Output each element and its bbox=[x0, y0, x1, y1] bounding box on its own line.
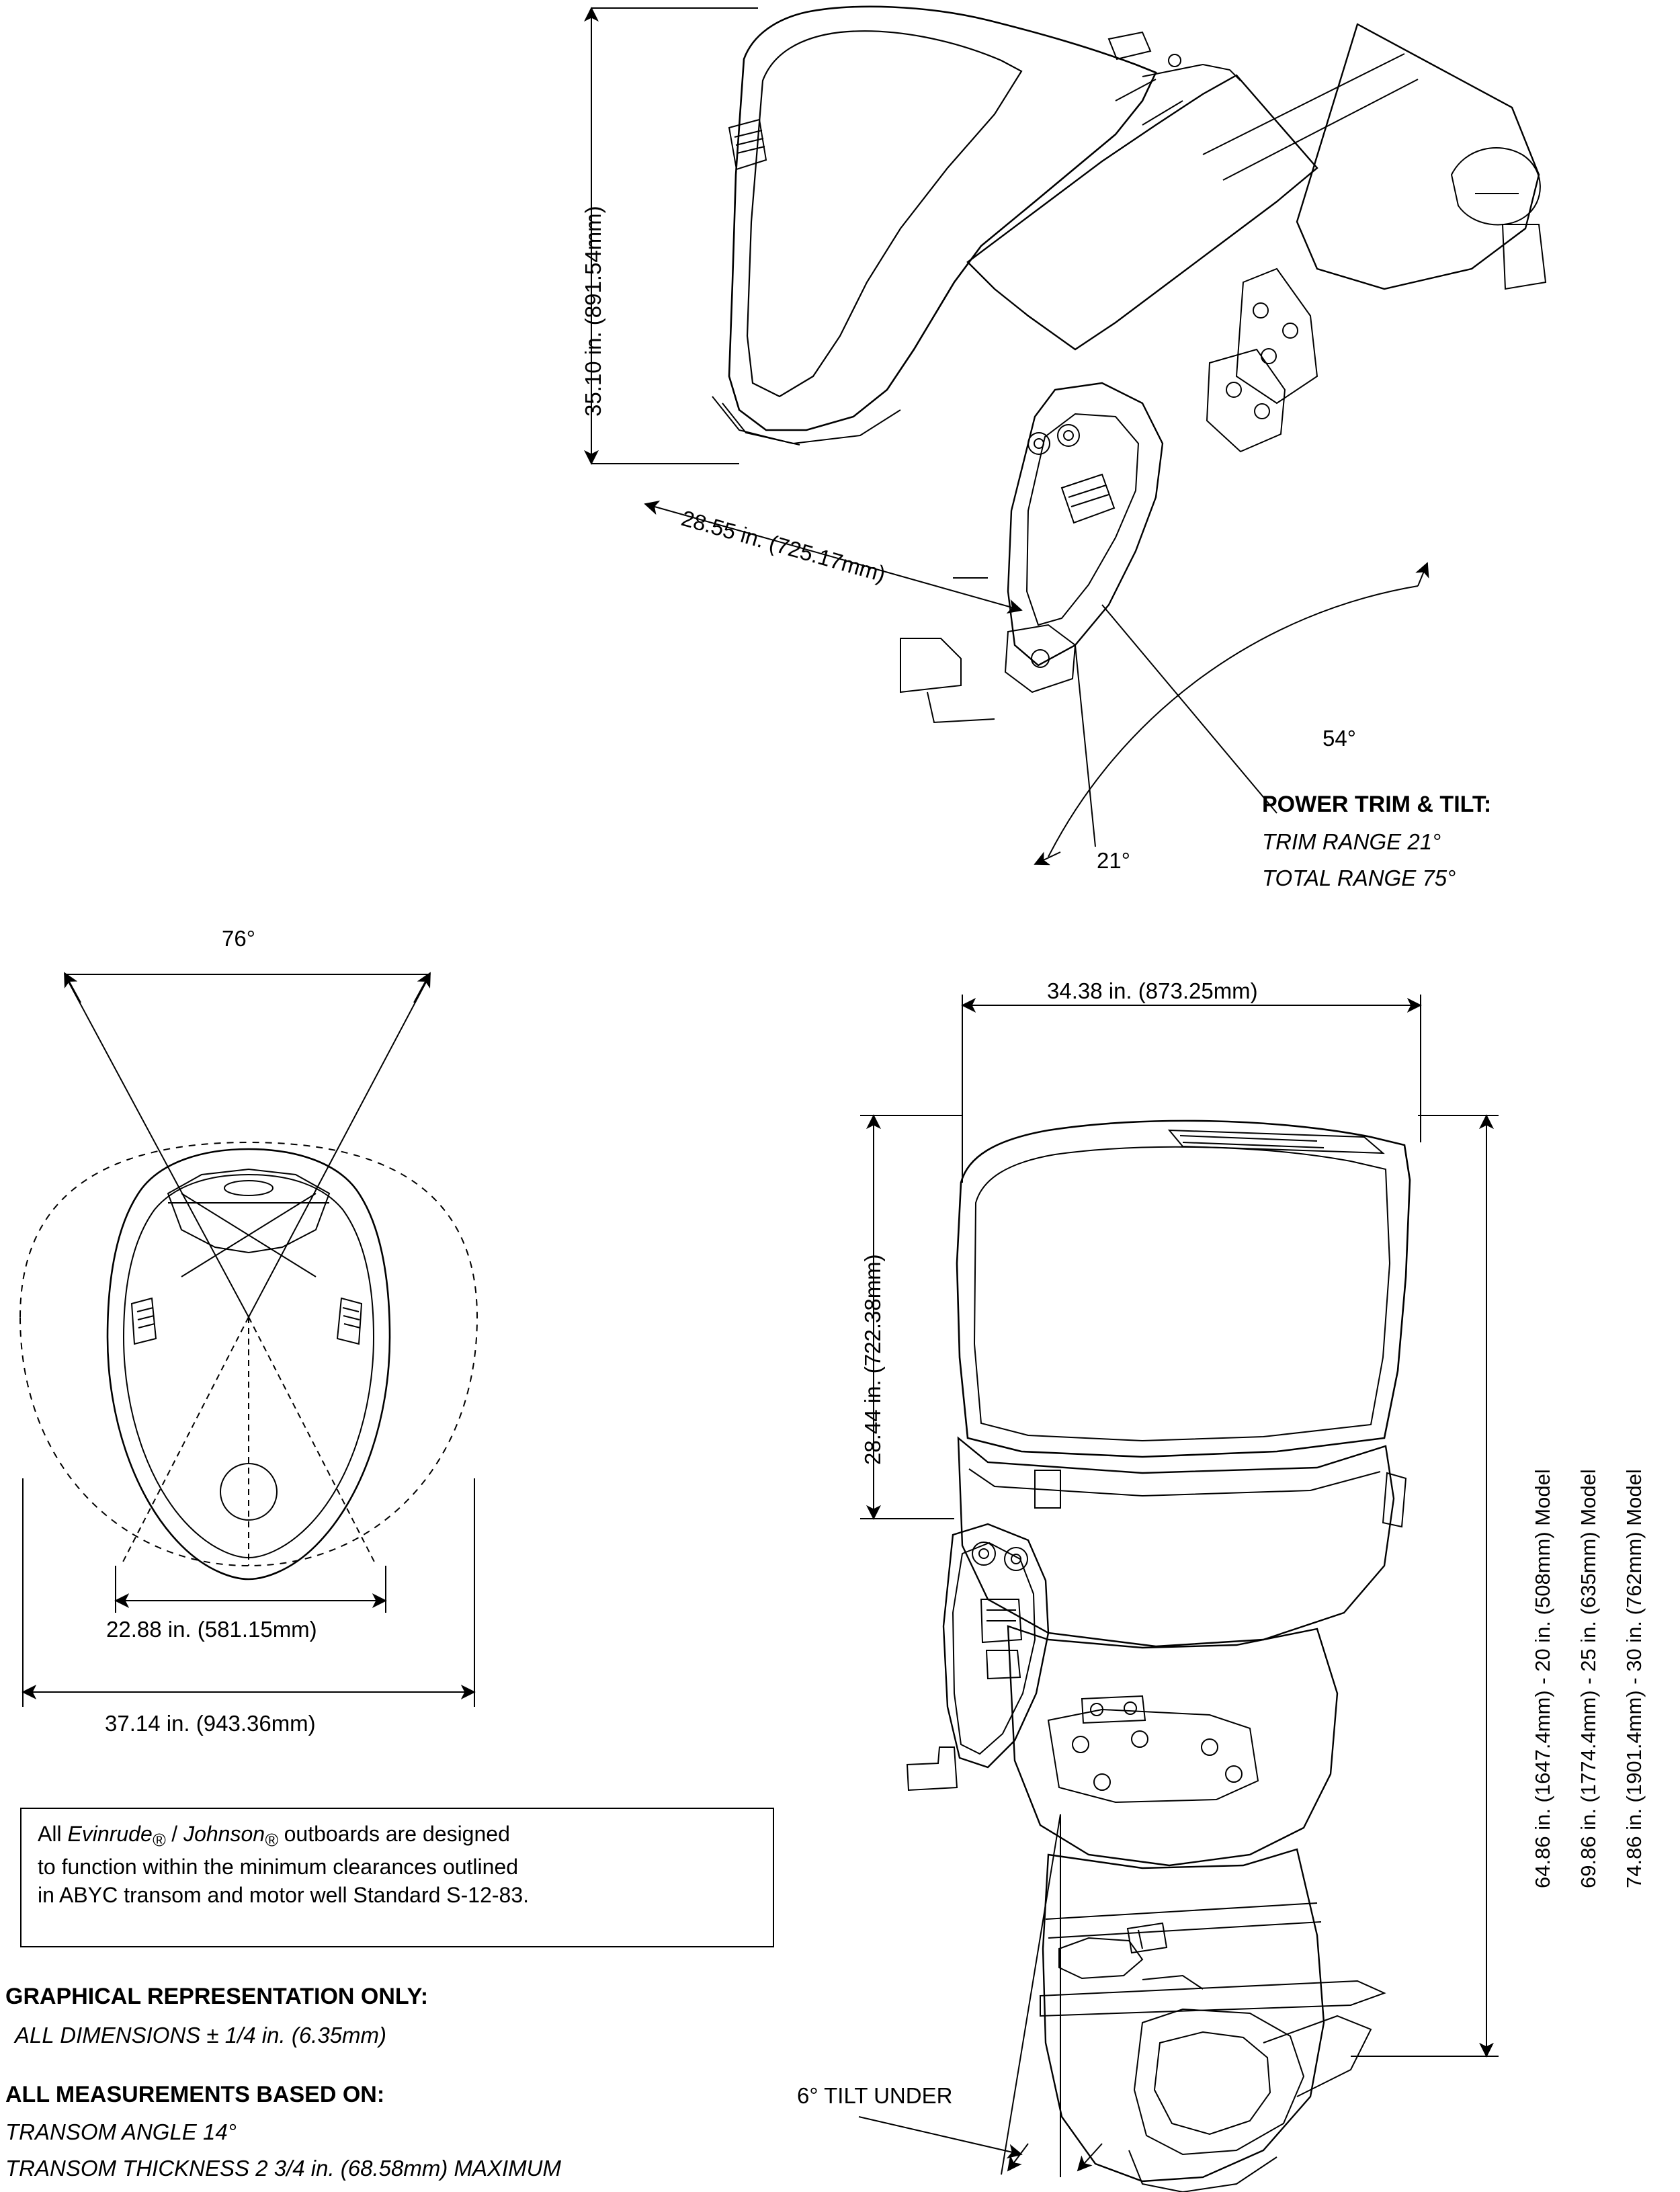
abyc-note-line-1: All Evinrude$_®$ / Johnson$_®$ outboards are designed bbox=[38, 1822, 510, 1851]
footnote-heading-graphical: GRAPHICAL REPRESENTATION ONLY: bbox=[5, 1984, 429, 2009]
abyc-note-box bbox=[20, 1808, 774, 1947]
dim-label-21-deg: 21° bbox=[1097, 848, 1130, 873]
model-height-25in: 69.86 in. (1774.4mm) - 25 in. (635mm) Model bbox=[1577, 1469, 1600, 1888]
model-height-30in: 74.86 in. (1901.4mm) - 30 in. (762mm) Model bbox=[1622, 1469, 1646, 1888]
bottom-left-topview bbox=[20, 1142, 477, 1579]
right-view-engine-outline bbox=[907, 1121, 1410, 2192]
footnote-line-transom-thickness: TRANSOM THICKNESS 2 3/4 in. (68.58mm) MAXIMUM bbox=[5, 2156, 561, 2181]
footnote-line-transom-angle: TRANSOM ANGLE 14° bbox=[5, 2119, 237, 2144]
total-range-label: TOTAL RANGE 75° bbox=[1262, 866, 1456, 890]
dim-label-34-38: 34.38 in. (873.25mm) bbox=[1047, 978, 1258, 1003]
abyc-note-line-2: to function within the minimum clearances outlined bbox=[38, 1854, 519, 1879]
footnote-line-dimensions: ALL DIMENSIONS ± 1/4 in. (6.35mm) bbox=[15, 2023, 387, 2048]
dim-label-22-88: 22.88 in. (581.15mm) bbox=[106, 1617, 317, 1642]
dim-34-38 bbox=[962, 995, 1421, 1183]
model-height-20in: 64.86 in. (1647.4mm) - 20 in. (508mm) Model bbox=[1531, 1469, 1554, 1888]
dim-label-tilt-under: 6° TILT UNDER bbox=[797, 2083, 953, 2108]
dim-35-10 bbox=[591, 8, 758, 464]
top-view-engine-outline bbox=[712, 7, 1546, 722]
dim-tilt-under bbox=[859, 1814, 1102, 2177]
dim-label-37-14: 37.14 in. (943.36mm) bbox=[105, 1711, 316, 1736]
angle-76 bbox=[65, 973, 430, 1566]
dim-label-28-55: 28.55 in. (725.17mm) bbox=[678, 505, 888, 587]
footnote-heading-measurements: ALL MEASUREMENTS BASED ON: bbox=[5, 2082, 385, 2107]
dim-label-28-44: 28.44 in. (722.38mm) bbox=[860, 1254, 885, 1465]
dim-37-14 bbox=[23, 1478, 474, 1707]
dim-22-88 bbox=[116, 1566, 386, 1613]
trim-range-label: TRIM RANGE 21° bbox=[1262, 829, 1441, 854]
dim-label-76-deg: 76° bbox=[222, 926, 255, 951]
dim-label-54-deg: 54° bbox=[1322, 726, 1356, 751]
dim-label-35-10: 35.10 in. (891.54mm) bbox=[581, 206, 605, 417]
abyc-note-line-3: in ABYC transom and motor well Standard S-12-83. bbox=[38, 1883, 530, 1908]
power-trim-tilt-heading: POWER TRIM & TILT: bbox=[1262, 792, 1492, 817]
dim-model-heights bbox=[1351, 1115, 1499, 2056]
tilt-arc bbox=[1035, 563, 1427, 864]
